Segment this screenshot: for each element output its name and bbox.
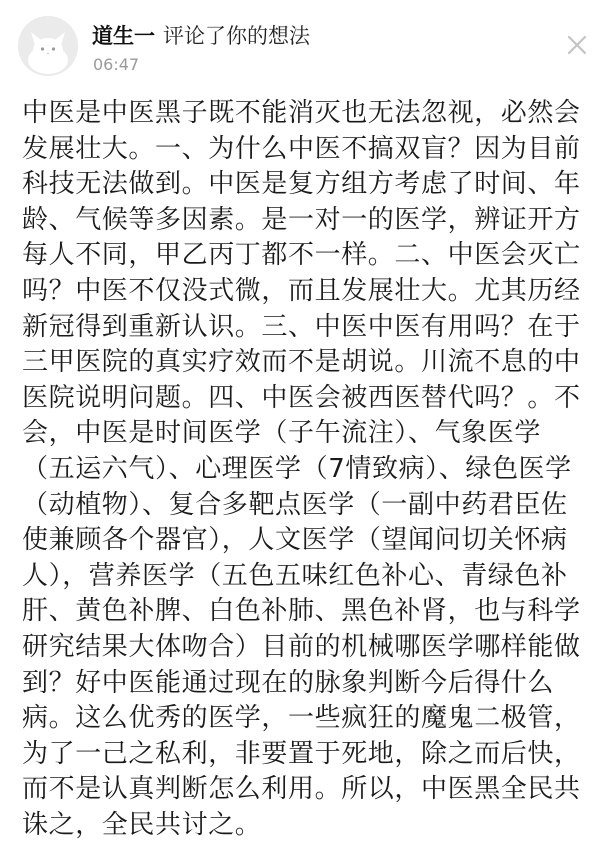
- comment-header: [0, 0, 600, 92]
- user-name[interactable]: 道生一: [92, 24, 155, 48]
- header-title: [92, 22, 310, 50]
- default-avatar-icon: [18, 16, 78, 76]
- close-icon: [560, 28, 594, 62]
- action-text: 评论了你的想法: [163, 24, 310, 48]
- timestamp: 06:47: [93, 55, 140, 74]
- avatar[interactable]: [18, 16, 78, 76]
- close-button[interactable]: [560, 28, 594, 62]
- comment-body: 中医是中医黑子既不能消灭也无法忽视，必然会发展壮大。一、为什么中医不搞双盲？因为目前科技无法做到。中医是复方组方考虑了时间、年龄、气候等多因素。是一对一的医学，辨证开方每人不同，甲乙丙丁都不一样。二、中医会灭亡吗？中医不仅没式微，而且发展壮大。尤其历经新冠得到重新认识。三、中医中医有用吗？在于三甲医院的真实疗效而不是胡说。川流不息的中医院说明问题。四、中医会被西医替代吗？。不会，中医是时间医学（子午流注）、气象医学（五运六气）、心理医学（7情致病）、绿色医学（动植物）、复合多靶点医学（一副中药君臣佐使兼顾各个器官），人文医学（望闻问切关怀病人），营养医学（五色五味红色补心、青绿色补肝、黄色补脾、白色补肺、黑色补肾，也与科学研究结果大体吻合）目前的机械哪医学哪样能做到？好中医能通过现在的脉象判断今后得什么病。这么优秀的医学，一些疯狂的魔鬼二极管，为了一己之私利，非要置于死地，除之而后快，而不是认真判断怎么利用。所以，中医黑全民共诛之，全民共讨之。: [22, 98, 581, 840]
